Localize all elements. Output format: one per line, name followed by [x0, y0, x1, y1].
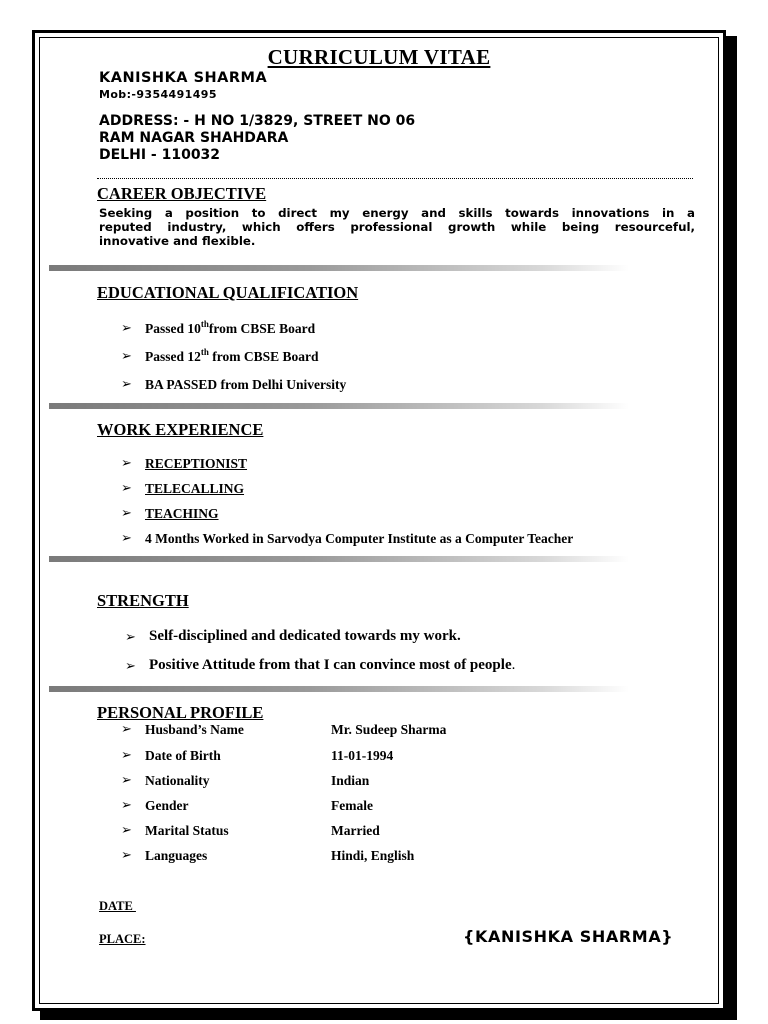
place-label: PLACE:	[99, 932, 146, 946]
work-item-computer-teacher: 4 Months Worked in Sarvodya Computer Institute as a Computer Teacher	[145, 531, 574, 546]
address-line-2: RAM NAGAR SHAHDARA	[99, 130, 289, 146]
profile-label-dob: Date of Birth	[145, 748, 221, 763]
work-item-teaching: TEACHING	[145, 506, 219, 521]
address-line-1: ADDRESS: - H NO 1/3829, STREET NO 06	[99, 113, 416, 129]
career-line-1: Seeking a position to direct my energy and skills towards innovations in a	[99, 206, 695, 220]
page-title: CURRICULUM VITAE	[267, 45, 491, 69]
career-line-3: innovative and flexible.	[99, 234, 256, 248]
bullet-arrow-icon: ➢	[121, 848, 132, 863]
bullet-arrow-icon: ➢	[121, 321, 132, 336]
bullet-arrow-icon: ➢	[121, 748, 132, 763]
education-item-3: BA PASSED from Delhi University	[145, 377, 347, 392]
career-objective-heading: CAREER OBJECTIVE	[97, 184, 267, 203]
work-item-receptionist: RECEPTIONIST	[145, 456, 248, 471]
candidate-name: KANISHKA SHARMA	[99, 70, 268, 86]
section-divider	[49, 686, 629, 692]
strength-item-2: Positive Attitude from that I can convince most of people.	[149, 657, 516, 673]
bullet-arrow-icon: ➢	[121, 531, 132, 546]
profile-label-languages: Languages	[145, 848, 208, 863]
date-label: DATE	[99, 899, 136, 913]
bullet-arrow-icon: ➢	[121, 506, 132, 521]
section-divider	[49, 403, 629, 409]
work-experience-heading: WORK EXPERIENCE	[97, 420, 264, 439]
work-item-telecalling: TELECALLING	[145, 481, 245, 496]
bullet-arrow-icon: ➢	[125, 630, 136, 645]
bullet-arrow-icon: ➢	[121, 722, 132, 737]
bullet-arrow-icon: ➢	[121, 456, 132, 471]
separator-dotted	[97, 178, 693, 179]
profile-label-husband: Husband’s Name	[145, 722, 244, 737]
profile-value-husband: Mr. Sudeep Sharma	[331, 722, 447, 737]
bullet-arrow-icon: ➢	[121, 481, 132, 496]
career-objective-text	[99, 206, 695, 248]
personal-profile-heading: PERSONAL PROFILE	[97, 703, 264, 722]
education-item-1: Passed 10thfrom CBSE Board	[145, 319, 316, 336]
signature-name: {KANISHKA SHARMA}	[463, 927, 674, 946]
profile-value-gender: Female	[331, 798, 373, 813]
bullet-arrow-icon: ➢	[121, 377, 132, 392]
profile-label-marital-status: Marital Status	[145, 823, 229, 838]
profile-label-nationality: Nationality	[145, 773, 210, 788]
bullet-arrow-icon: ➢	[125, 659, 136, 674]
education-heading: EDUCATIONAL QUALIFICATION	[97, 283, 359, 302]
mobile-number: Mob:-9354491495	[99, 88, 217, 101]
profile-value-languages: Hindi, English	[331, 848, 415, 863]
profile-value-marital-status: Married	[331, 823, 380, 838]
profile-value-dob: 11-01-1994	[331, 748, 394, 763]
bullet-arrow-icon: ➢	[121, 773, 132, 788]
bullet-arrow-icon: ➢	[121, 823, 132, 838]
cv-page	[32, 30, 726, 1011]
profile-label-gender: Gender	[145, 798, 189, 813]
strength-heading: STRENGTH	[97, 591, 189, 610]
section-divider	[49, 556, 629, 562]
address-line-3: DELHI - 110032	[99, 147, 221, 163]
bullet-arrow-icon: ➢	[121, 349, 132, 364]
education-item-2: Passed 12th from CBSE Board	[145, 347, 319, 364]
profile-value-nationality: Indian	[331, 773, 370, 788]
strength-item-1: Self-disciplined and dedicated towards my work.	[149, 628, 461, 644]
career-line-2: reputed industry, which offers professional growth while being resourceful,	[99, 220, 695, 234]
bullet-arrow-icon: ➢	[121, 798, 132, 813]
section-divider	[49, 265, 629, 271]
